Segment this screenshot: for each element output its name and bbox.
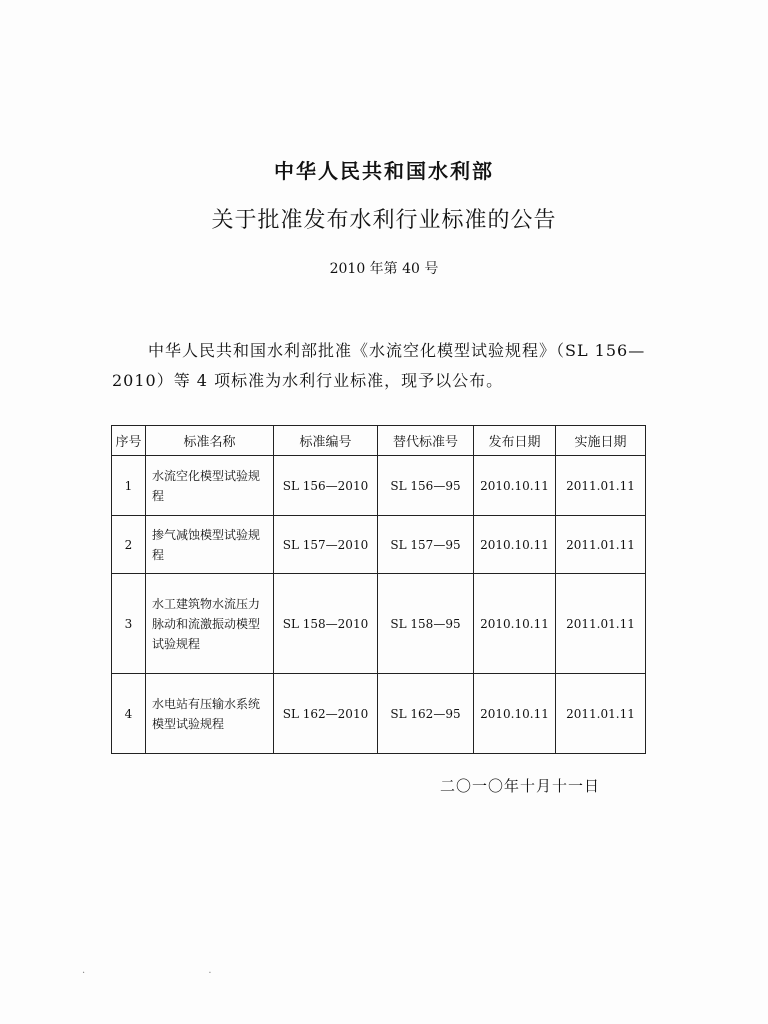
- header-standard-code: 标准编号: [274, 426, 378, 456]
- cell-index: 2: [112, 516, 146, 574]
- cell-standard-name: 水电站有压输水系统模型试验规程: [146, 674, 274, 754]
- table-row: [112, 456, 646, 516]
- cell-standard-name: 掺气减蚀模型试验规程: [146, 516, 274, 574]
- cell-standard-code: SL 156—2010: [274, 456, 378, 516]
- cell-publish-date: 2010.10.11: [474, 674, 556, 754]
- cell-replaced-code: SL 157—95: [378, 516, 474, 574]
- standards-table: [111, 425, 646, 754]
- table-header-row: [112, 426, 646, 456]
- cell-effective-date: 2011.01.11: [556, 574, 646, 674]
- cell-index: 3: [112, 574, 146, 674]
- cell-index: 1: [112, 456, 146, 516]
- header-index: 序号: [112, 426, 146, 456]
- table-row: [112, 516, 646, 574]
- cell-standard-name: 水工建筑物水流压力脉动和流激振动模型试验规程: [146, 574, 274, 674]
- cell-replaced-code: SL 158—95: [378, 574, 474, 674]
- cell-effective-date: 2011.01.11: [556, 516, 646, 574]
- scan-specks: · ·: [82, 968, 272, 979]
- cell-publish-date: 2010.10.11: [474, 516, 556, 574]
- cell-replaced-code: SL 162—95: [378, 674, 474, 754]
- cell-replaced-code: SL 156—95: [378, 456, 474, 516]
- cell-standard-code: SL 158—2010: [274, 574, 378, 674]
- header-replaced-code: 替代标准号: [378, 426, 474, 456]
- cell-publish-date: 2010.10.11: [474, 574, 556, 674]
- signature-date: 二〇一〇年十月十一日: [440, 777, 601, 795]
- announcement-title: 关于批准发布水利行业标准的公告: [211, 208, 557, 233]
- cell-standard-code: SL 157—2010: [274, 516, 378, 574]
- cell-standard-name: 水流空化模型试验规程: [146, 456, 274, 516]
- issuer-heading: 中华人民共和国水利部: [274, 159, 494, 183]
- announcement-number: 2010 年第 40 号: [329, 261, 439, 277]
- cell-publish-date: 2010.10.11: [474, 456, 556, 516]
- cell-effective-date: 2011.01.11: [556, 674, 646, 754]
- cell-index: 4: [112, 674, 146, 754]
- header-standard-name: 标准名称: [146, 426, 274, 456]
- header-effective-date: 实施日期: [556, 426, 646, 456]
- table-row: [112, 574, 646, 674]
- body-paragraph: 中华人民共和国水利部批准《水流空化模型试验规程》（SL 156—2010）等 4 项标准为水利行业标准，现予以公布。: [112, 341, 646, 390]
- table-row: [112, 674, 646, 754]
- cell-effective-date: 2011.01.11: [556, 456, 646, 516]
- header-publish-date: 发布日期: [474, 426, 556, 456]
- cell-standard-code: SL 162—2010: [274, 674, 378, 754]
